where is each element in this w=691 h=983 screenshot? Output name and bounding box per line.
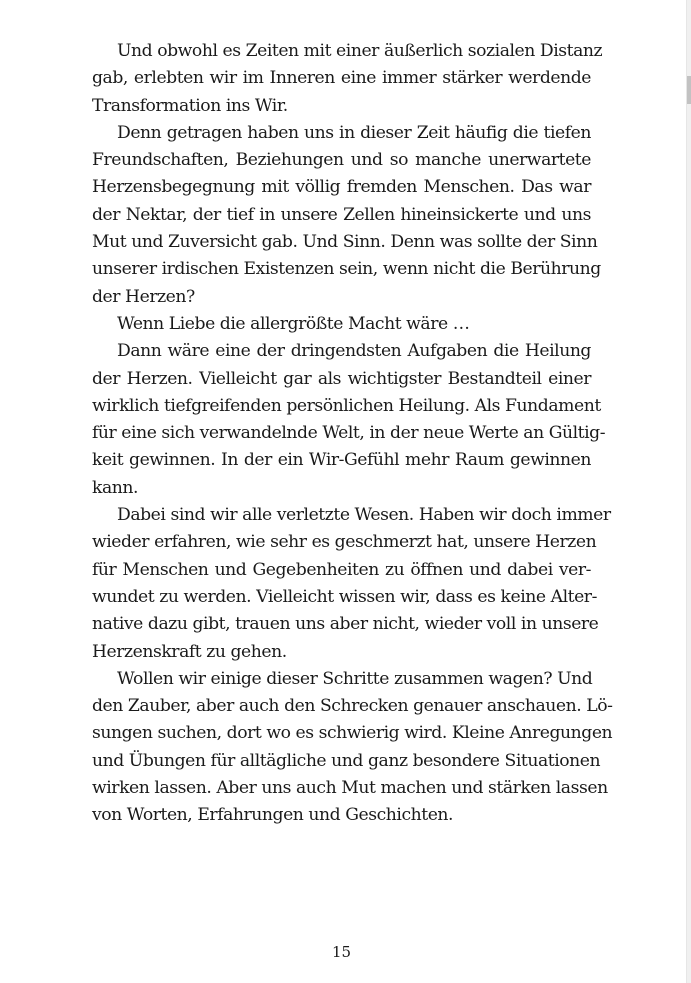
text-line: für Menschen und Gegebenheiten zu öffnen und dabei ver- — [92, 559, 591, 580]
text-line: unserer irdischen Existenzen sein, wenn nicht die Berührung — [92, 259, 601, 280]
text-line: Mut und Zuversicht gab. Und Sinn. Denn was sollte der Sinn — [92, 232, 598, 253]
text-line: Dann wäre eine der dringendsten Aufgaben die Heilung — [117, 341, 591, 362]
paragraph-3 — [92, 311, 591, 338]
text-line: keit gewinnen. In der ein Wir-Gefühl mehr Raum gewinnen — [92, 450, 591, 471]
text-line: native dazu gibt, trauen uns aber nicht, wieder voll in unsere — [92, 614, 599, 635]
text-line: Wenn Liebe die allergrößte Macht wäre … — [117, 313, 470, 334]
paragraph-4 — [92, 338, 606, 502]
text-line: von Worten, Erfahrungen und Geschichten. — [92, 805, 454, 826]
text-line: Dabei sind wir alle verletzte Wesen. Haben wir doch immer — [117, 505, 611, 526]
text-line: Transformation ins Wir. — [92, 95, 288, 116]
text-line: Herzenskraft zu gehen. — [92, 641, 287, 662]
text-line: den Zauber, aber auch den Schrecken genauer anschauen. Lö- — [92, 696, 613, 717]
text-line: wundet zu werden. Vielleicht wissen wir, dass es keine Alter- — [92, 586, 597, 607]
text-line: der Herzen? — [92, 286, 195, 307]
text-line: Wollen wir einige dieser Schritte zusammen wagen? Und — [117, 668, 593, 689]
paragraph-6 — [92, 666, 613, 830]
text-line: wirken lassen. Aber uns auch Mut machen und stärken lassen — [92, 778, 608, 799]
text-line: Und obwohl es Zeiten mit einer äußerlich sozialen Distanz — [117, 41, 603, 61]
text-line: gab, erlebten wir im Inneren eine immer stärker werdende — [92, 68, 591, 89]
text-line: sungen suchen, dort wo es schwierig wird. Kleine Anregungen — [92, 723, 613, 744]
text-line: der Herzen. Vielleicht gar als wichtigster Bestandteil einer — [92, 368, 591, 389]
paragraph-1 — [92, 38, 603, 120]
paragraph-5 — [92, 502, 611, 666]
vertical-scrollbar[interactable] — [686, 0, 691, 983]
text-line: und Übungen für alltägliche und ganz besondere Situationen — [92, 750, 601, 771]
page-number: 15 — [331, 943, 352, 961]
text-line: wirklich tiefgreifenden persönlichen Heilung. Als Fundament — [92, 395, 601, 416]
text-line: Herzensbegegnung mit völlig fremden Menschen. Das war — [92, 177, 591, 198]
paragraph-2 — [92, 120, 601, 311]
text-line: Freundschaften, Beziehungen und so manche unerwartete — [92, 150, 591, 171]
text-line: wieder erfahren, wie sehr es geschmerzt hat, unsere Herzen — [92, 532, 597, 553]
text-line: Denn getragen haben uns in dieser Zeit häufig die tiefen — [117, 122, 591, 143]
text-line: der Nektar, der tief in unsere Zellen hineinsickerte und uns — [92, 204, 591, 225]
body-text — [92, 38, 613, 830]
text-line: kann. — [92, 477, 139, 498]
scrollbar-thumb[interactable] — [687, 76, 691, 104]
text-line: für eine sich verwandelnde Welt, in der neue Werte an Gültig- — [92, 423, 606, 444]
